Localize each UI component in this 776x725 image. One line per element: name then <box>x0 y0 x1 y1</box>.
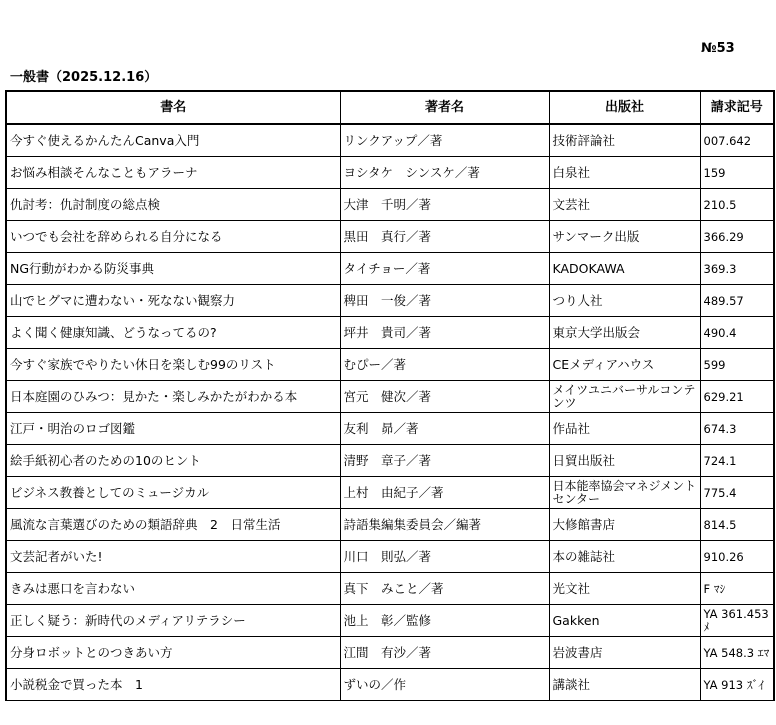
book-author: 坪井 貴司／著 <box>340 317 549 349</box>
book-publisher: メイツユニバーサルコンテンツ <box>549 381 700 413</box>
book-call-number: YA 361.453 ﾒ <box>700 605 774 637</box>
book-title: お悩み相談そんなこともアラーナ <box>6 157 340 189</box>
book-publisher: KADOKAWA <box>549 253 700 285</box>
table-row <box>6 221 774 253</box>
book-title: 今すぐ使えるかんたんCanva入門 <box>6 124 340 157</box>
book-title: 今すぐ家族でやりたい休日を楽しむ99のリスト <box>6 349 340 381</box>
table-row <box>6 413 774 445</box>
table-row <box>6 381 774 413</box>
book-title: いつでも会社を辞められる自分になる <box>6 221 340 253</box>
book-publisher: 講談社 <box>549 669 700 701</box>
book-publisher: 文芸社 <box>549 189 700 221</box>
book-publisher: 作品社 <box>549 413 700 445</box>
book-title: 絵手紙初心者のための10のヒント <box>6 445 340 477</box>
book-publisher: 日貿出版社 <box>549 445 700 477</box>
book-title: 風流な言葉選びのための類語辞典 2 日常生活 <box>6 509 340 541</box>
book-publisher: 技術評論社 <box>549 124 700 157</box>
book-call-number: 674.3 <box>700 413 774 445</box>
table-row <box>6 509 774 541</box>
book-author: むぴー／著 <box>340 349 549 381</box>
document-number: №53 <box>701 41 735 56</box>
book-call-number: 629.21 <box>700 381 774 413</box>
table-row <box>6 637 774 669</box>
book-publisher: 日本能率協会マネジメントセンター <box>549 477 700 509</box>
book-call-number: 490.4 <box>700 317 774 349</box>
book-call-number: 910.26 <box>700 541 774 573</box>
book-author: ずいの／作 <box>340 669 549 701</box>
column-header-author: 著者名 <box>340 91 549 124</box>
table-row <box>6 605 774 637</box>
list-heading: 一般書（2025.12.16） <box>10 70 158 85</box>
book-author: 川口 則弘／著 <box>340 541 549 573</box>
book-author: 友利 昴／著 <box>340 413 549 445</box>
book-call-number: 369.3 <box>700 253 774 285</box>
book-author: 宮元 健次／著 <box>340 381 549 413</box>
book-title: 日本庭園のひみつ：見かた・楽しみかたがわかる本 <box>6 381 340 413</box>
book-title: ビジネス教養としてのミュージカル <box>6 477 340 509</box>
book-author: 真下 みこと／著 <box>340 573 549 605</box>
book-author: 江間 有沙／著 <box>340 637 549 669</box>
book-title: 小説税金で買った本 1 <box>6 669 340 701</box>
book-call-number: 007.642 <box>700 124 774 157</box>
book-author: タイチョー／著 <box>340 253 549 285</box>
table-row <box>6 573 774 605</box>
book-title: 文芸記者がいた! <box>6 541 340 573</box>
book-call-number: 775.4 <box>700 477 774 509</box>
table-row <box>6 317 774 349</box>
book-title: NG行動がわかる防災事典 <box>6 253 340 285</box>
table-row <box>6 124 774 157</box>
book-publisher: 光文社 <box>549 573 700 605</box>
book-call-number: 210.5 <box>700 189 774 221</box>
book-title: 仇討考：仇討制度の総点検 <box>6 189 340 221</box>
book-call-number: 159 <box>700 157 774 189</box>
book-publisher: 本の雑誌社 <box>549 541 700 573</box>
book-publisher: 岩波書店 <box>549 637 700 669</box>
book-list-table <box>5 90 775 701</box>
book-author: 上村 由紀子／著 <box>340 477 549 509</box>
book-publisher: つり人社 <box>549 285 700 317</box>
table-row <box>6 541 774 573</box>
column-header-title: 書名 <box>6 91 340 124</box>
book-author: ヨシタケ シンスケ／著 <box>340 157 549 189</box>
book-title: きみは悪口を言わない <box>6 573 340 605</box>
table-header-row <box>6 91 774 124</box>
book-call-number: YA 548.3 ｴﾏ <box>700 637 774 669</box>
book-publisher: サンマーク出版 <box>549 221 700 253</box>
table-row <box>6 189 774 221</box>
book-call-number: 814.5 <box>700 509 774 541</box>
book-title: 山でヒグマに遭わない・死なない観察力 <box>6 285 340 317</box>
book-call-number: F ﾏｼ <box>700 573 774 605</box>
table-row <box>6 285 774 317</box>
table-row <box>6 157 774 189</box>
book-author: 池上 彰／監修 <box>340 605 549 637</box>
book-author: 清野 章子／著 <box>340 445 549 477</box>
book-author: 稗田 一俊／著 <box>340 285 549 317</box>
table-row <box>6 445 774 477</box>
book-title: 正しく疑う：新時代のメディアリテラシー <box>6 605 340 637</box>
column-header-call-number: 請求記号 <box>700 91 774 124</box>
table-row <box>6 349 774 381</box>
book-title: 江戸・明治のロゴ図鑑 <box>6 413 340 445</box>
book-author: 黒田 真行／著 <box>340 221 549 253</box>
book-call-number: 489.57 <box>700 285 774 317</box>
book-call-number: 724.1 <box>700 445 774 477</box>
book-publisher: 東京大学出版会 <box>549 317 700 349</box>
book-publisher: Gakken <box>549 605 700 637</box>
book-publisher: 大修館書店 <box>549 509 700 541</box>
table-row <box>6 669 774 701</box>
book-author: リンクアップ／著 <box>340 124 549 157</box>
table-row <box>6 477 774 509</box>
book-author: 大津 千明／著 <box>340 189 549 221</box>
book-publisher: 白泉社 <box>549 157 700 189</box>
book-publisher: CEメディアハウス <box>549 349 700 381</box>
book-author: 詩語集編集委員会／編著 <box>340 509 549 541</box>
book-call-number: YA 913 ｽﾞｲ <box>700 669 774 701</box>
book-title: 分身ロボットとのつきあい方 <box>6 637 340 669</box>
book-call-number: 599 <box>700 349 774 381</box>
table-row <box>6 253 774 285</box>
book-title: よく聞く健康知識、どうなってるの? <box>6 317 340 349</box>
book-call-number: 366.29 <box>700 221 774 253</box>
column-header-publisher: 出版社 <box>549 91 700 124</box>
